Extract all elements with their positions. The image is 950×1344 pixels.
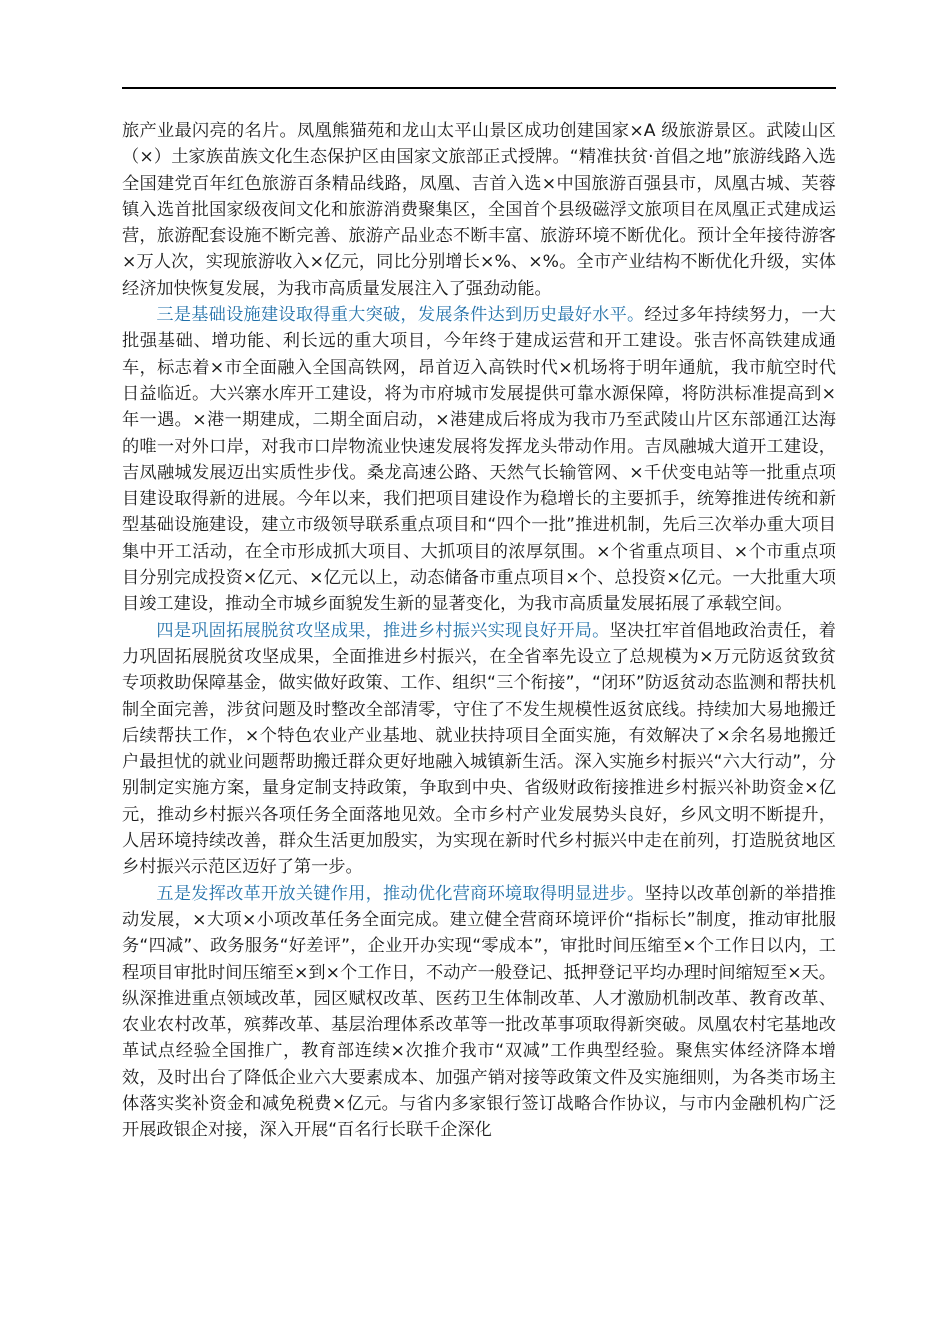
section-heading-four: 四是巩固拓展脱贫攻坚成果，推进乡村振兴实现良好开局。 [156,620,610,641]
paragraph-tourism [122,118,836,302]
paragraph-body: 坚决扛牢首倡地政治责任，着力巩固拓展脱贫攻坚成果，全面推进乡村振兴，在全省率先设立了总规模为×万元防返贫致贫专项救助保障基金，做实做好政策、工作、组织“三个衔接”，“闭环”防返贫动态监测和帮扶机制全面完善，涉贫问题及时整改全部清零，守住了不发生规模性返贫底线。持续加大易地搬迁后续帮扶工作，×个特色农业产业基地、就业扶持项目全面实施，有效解决了×余名易地搬迁户最担忧的就业问题帮助搬迁群众更好地融入城镇新生活。深入实施乡村振兴“六大行动”，分别制定实施方案，量身定制支持政策，争取到中央、省级财政衔接推进乡村振兴补助资金×亿元，推动乡村振兴各项任务全面落地见效。全市乡村产业发展势头良好，乡风文明不断提升，人居环境持续改善，群众生活更加殷实，为实现在新时代乡村振兴中走在前列，打造脱贫地区乡村振兴示范区迈好了第一步。 [122,620,836,878]
paragraph-body: 旅产业最闪亮的名片。凤凰熊猫苑和龙山太平山景区成功创建国家×A 级旅游景区。武陵山区（×）土家族苗族文化生态保护区由国家文旅部正式授牌。“精准扶贫·首倡之地”旅游线路入选全国建党百年红色旅游百条精品线路，凤凰、吉首入选×中国旅游百强县市，凤凰古城、芙蓉镇入选首批国家级夜间文化和旅游消费聚集区，全国首个县级磁浮文旅项目在凤凰正式建成运营，旅游配套设施不断完善、旅游产品业态不断丰富、旅游环境不断优化。预计全年接待游客×万人次，实现旅游收入×亿元，同比分别增长×%、×%。全市产业结构不断优化升级，实体经济加快恢复发展，为我市高质量发展注入了强劲动能。 [122,121,836,299]
paragraph-body: 坚持以改革创新的举措推动发展，×大项×小项改革任务全面完成。建立健全营商环境评价“指标长”制度，推动审批服务“四减”、政务服务“好差评”，企业开办实现“零成本”，审批时间压缩至×个工作日以内，工程项目审批时间压缩至×到×个工作日，不动产一般登记、抵押登记平均办理时间缩短至×天。纵深推进重点领域改革，园区赋权改革、医药卫生体制改革、人才激励机制改革、教育改革、农业农村改革，殡葬改革、基层治理体系改革等一批改革事项取得新突破。凤凰农村宅基地改革试点经验全国推广，教育部连续×次推介我市“双减”工作典型经验。聚焦实体经济降本增效，及时出台了降低企业六大要素成本、加强产销对接等政策文件及实施细则，为各类市场主体落实奖补资金和减免税费×亿元。与省内多家银行签订战略合作协议，与市内金融机构广泛开展政银企对接，深入开展“百名行长联千企深化 [122,883,836,1141]
paragraph-reform [122,881,836,1144]
section-heading-five: 五是发挥改革开放关键作用，推动优化营商环境取得明显进步。 [156,883,645,904]
section-heading-three: 三是基础设施建设取得重大突破，发展条件达到历史最好水平。 [156,305,645,326]
paragraph-body: 经过多年持续努力，一大批强基础、增功能、利长远的重大项目，今年终于建成运营和开工建设。张吉怀高铁建成通车，标志着×市全面融入全国高铁网，昂首迈入高铁时代×机场将于明年通航，我市航空时代日益临近。大兴寨水库开工建设，将为市府城市发展提供可靠水源保障，将防洪标准提高到×年一遇。×港一期建成，二期全面启动，×港建成后将成为我市乃至武陵山片区东部通江达海的唯一对外口岸，对我市口岸物流业快速发展将发挥龙头带动作用。吉凤融城大道开工建设，吉凤融城发展迈出实质性步伐。桑龙高速公路、天然气长输管网、×千伏变电站等一批重点项目建设取得新的进展。今年以来，我们把项目建设作为稳增长的主要抓手，统筹推进传统和新型基础设施建设，建立市级领导联系重点项目和“四个一批”推进机制，先后三次举办重大项目集中开工活动，在全市形成抓大项目、大抓项目的浓厚氛围。×个省重点项目、×个市重点项目分别完成投资×亿元、×亿元以上，动态储备市重点项目×个、总投资×亿元。一大批重大项目竣工建设，推动全市城乡面貌发生新的显著变化，为我市高质量发展拓展了承载空间。 [122,305,836,615]
header-rule [122,87,836,89]
body-text [122,118,836,1144]
paragraph-poverty-alleviation [122,618,836,881]
paragraph-infrastructure [122,302,836,618]
